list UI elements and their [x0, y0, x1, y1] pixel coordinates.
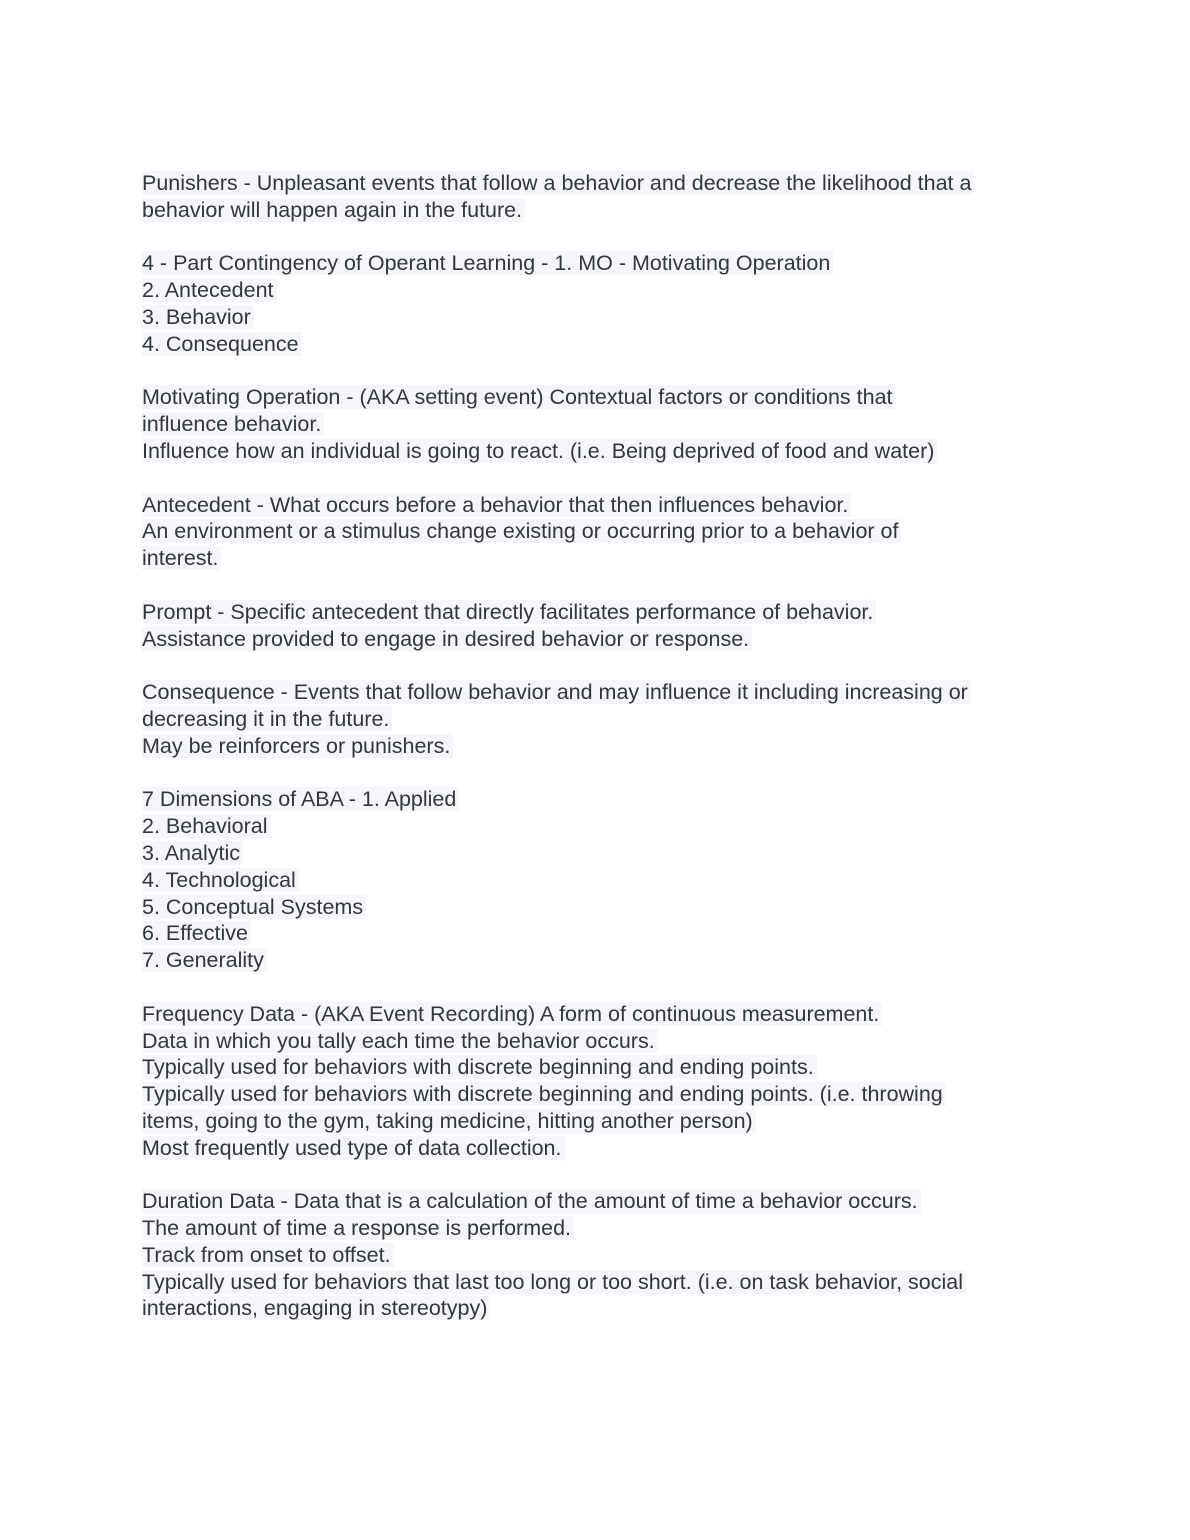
- text-block: [142, 679, 1052, 759]
- text-line: Prompt - Specific antecedent that directly facilitates performance of behavior.: [142, 600, 876, 624]
- text-line: Most frequently used type of data collection.: [142, 1136, 565, 1160]
- text-line: interactions, engaging in stereotypy): [142, 1296, 490, 1320]
- text-block: [142, 250, 1052, 357]
- text-line: Frequency Data - (AKA Event Recording) A form of continuous measurement.: [142, 1002, 882, 1026]
- text-line-row: [142, 277, 1052, 304]
- text-line-row: [142, 1135, 1052, 1162]
- text-line-row: [142, 706, 1052, 733]
- text-line-row: [142, 1242, 1052, 1269]
- text-line-row: [142, 1269, 1052, 1296]
- text-line-row: [142, 1215, 1052, 1242]
- text-line: Consequence - Events that follow behavior and may influence it including increasing or: [142, 680, 971, 704]
- text-line-row: [142, 1001, 1052, 1028]
- text-line: An environment or a stimulus change existing or occurring prior to a behavior of: [142, 519, 901, 543]
- text-line: Typically used for behaviors with discrete beginning and ending points. (i.e. throwing: [142, 1082, 946, 1106]
- text-line: 4 - Part Contingency of Operant Learning - 1. MO - Motivating Operation: [142, 251, 833, 275]
- text-line-row: [142, 894, 1052, 921]
- text-line-row: [142, 492, 1052, 519]
- text-line: 3. Behavior: [142, 305, 254, 329]
- text-line: Influence how an individual is going to react. (i.e. Being deprived of food and water): [142, 439, 937, 463]
- text-line-row: [142, 197, 1052, 224]
- text-line: Punishers - Unpleasant events that follow a behavior and decrease the likelihood that a: [142, 171, 974, 195]
- text-line-row: [142, 438, 1052, 465]
- text-line: The amount of time a response is performed.: [142, 1216, 574, 1240]
- text-line-row: [142, 1188, 1052, 1215]
- document-body: [142, 170, 1052, 1349]
- text-block: [142, 786, 1052, 974]
- text-line: Motivating Operation - (AKA setting event) Contextual factors or conditions that: [142, 385, 896, 409]
- text-line-row: [142, 1295, 1052, 1322]
- text-line: May be reinforcers or punishers.: [142, 734, 453, 758]
- text-line: Data in which you tally each time the behavior occurs.: [142, 1029, 658, 1053]
- text-line-row: [142, 518, 1052, 545]
- text-line-row: [142, 786, 1052, 813]
- text-line: Typically used for behaviors that last too long or too short. (i.e. on task behavior, social: [142, 1270, 966, 1294]
- text-block: [142, 1001, 1052, 1162]
- text-line: 4. Technological: [142, 868, 299, 892]
- text-line-row: [142, 733, 1052, 760]
- text-line-row: [142, 867, 1052, 894]
- text-line: 3. Analytic: [142, 841, 243, 865]
- text-line: Assistance provided to engage in desired behavior or response.: [142, 627, 752, 651]
- text-line: 7. Generality: [142, 948, 267, 972]
- text-line-row: [142, 304, 1052, 331]
- text-line: items, going to the gym, taking medicine, hitting another person): [142, 1109, 756, 1133]
- text-line-row: [142, 1108, 1052, 1135]
- text-line-row: [142, 679, 1052, 706]
- text-line-row: [142, 331, 1052, 358]
- text-line-row: [142, 384, 1052, 411]
- text-block: [142, 599, 1052, 653]
- text-line-row: [142, 920, 1052, 947]
- text-line-row: [142, 1081, 1052, 1108]
- text-line: 2. Antecedent: [142, 278, 277, 302]
- text-block: [142, 384, 1052, 464]
- text-line: 4. Consequence: [142, 332, 302, 356]
- text-line: Duration Data - Data that is a calculation of the amount of time a behavior occurs.: [142, 1189, 921, 1213]
- text-line-row: [142, 545, 1052, 572]
- text-line-row: [142, 813, 1052, 840]
- text-block: [142, 1188, 1052, 1322]
- text-line: decreasing it in the future.: [142, 707, 392, 731]
- text-line: 2. Behavioral: [142, 814, 271, 838]
- text-line: Antecedent - What occurs before a behavior that then influences behavior.: [142, 493, 851, 517]
- text-line: interest.: [142, 546, 221, 570]
- text-line-row: [142, 1028, 1052, 1055]
- text-line: behavior will happen again in the future.: [142, 198, 525, 222]
- text-line: Track from onset to offset.: [142, 1243, 394, 1267]
- text-block: [142, 492, 1052, 572]
- text-line: 7 Dimensions of ABA - 1. Applied: [142, 787, 459, 811]
- text-line: 6. Effective: [142, 921, 251, 945]
- text-line-row: [142, 626, 1052, 653]
- text-line-row: [142, 840, 1052, 867]
- text-line-row: [142, 170, 1052, 197]
- text-line: influence behavior.: [142, 412, 324, 436]
- text-line: Typically used for behaviors with discrete beginning and ending points.: [142, 1055, 817, 1079]
- text-line-row: [142, 250, 1052, 277]
- text-line-row: [142, 1054, 1052, 1081]
- text-line-row: [142, 411, 1052, 438]
- text-line-row: [142, 599, 1052, 626]
- text-line: 5. Conceptual Systems: [142, 895, 366, 919]
- text-block: [142, 170, 1052, 224]
- text-line-row: [142, 947, 1052, 974]
